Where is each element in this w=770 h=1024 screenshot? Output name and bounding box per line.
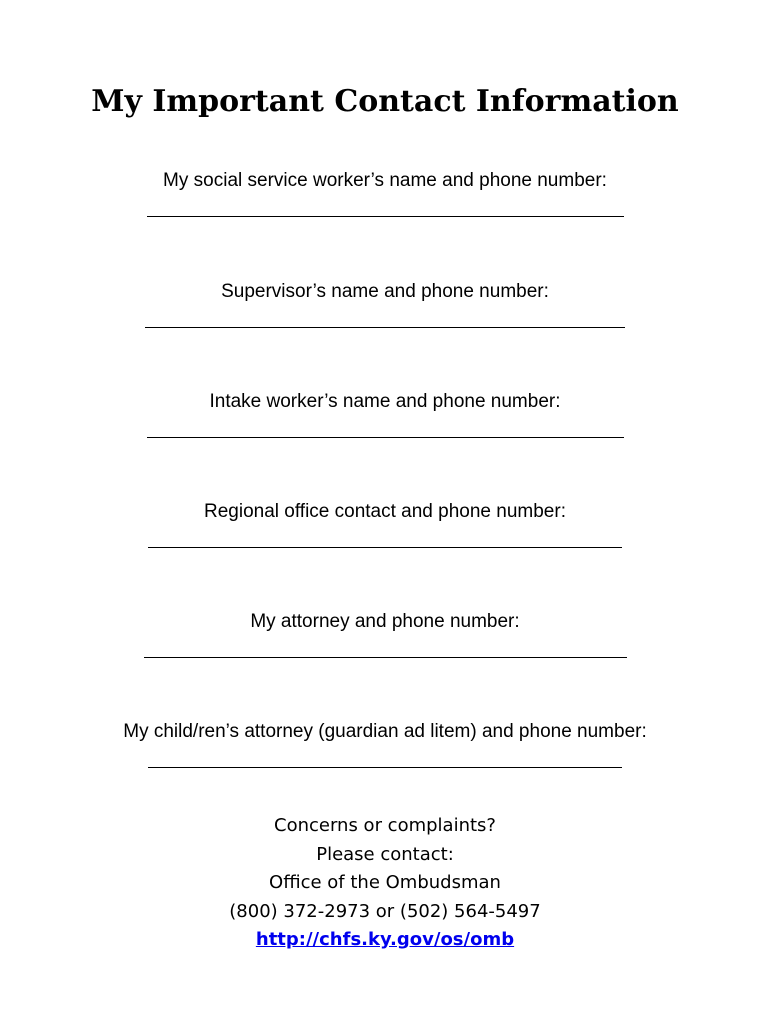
field-label: Intake worker’s name and phone number:	[209, 391, 561, 412]
contact-phones: (800) 372-2973 or (502) 564-5497	[229, 900, 541, 922]
page-title: My Important Contact Information	[91, 84, 679, 119]
field-blank-line[interactable]	[144, 657, 627, 658]
field-blank-line[interactable]	[147, 216, 624, 217]
field-label: My child/ren’s attorney (guardian ad litem) and phone number:	[123, 721, 647, 742]
contact-office-name: Office of the Ombudsman	[269, 872, 501, 893]
field-regional-office	[0, 501, 770, 523]
field-label: My attorney and phone number:	[250, 611, 520, 632]
contact-line: Concerns or complaints?	[274, 815, 496, 836]
field-label: Supervisor’s name and phone number:	[221, 281, 549, 302]
field-supervisor	[0, 281, 770, 303]
field-blank-line[interactable]	[145, 327, 625, 328]
ombudsman-contact	[0, 812, 770, 955]
field-blank-line[interactable]	[148, 767, 622, 768]
field-social-worker	[0, 170, 770, 192]
field-blank-line[interactable]	[148, 547, 622, 548]
ombudsman-link[interactable]: http://chfs.ky.gov/os/omb	[255, 929, 515, 950]
contact-line: Please contact:	[316, 843, 454, 865]
field-blank-line[interactable]	[147, 437, 624, 438]
field-label: Regional office contact and phone number:	[204, 501, 566, 522]
field-attorney	[0, 611, 770, 633]
field-intake-worker	[0, 391, 770, 413]
field-label: My social service worker’s name and phone number:	[163, 170, 607, 191]
field-child-attorney	[0, 721, 770, 743]
